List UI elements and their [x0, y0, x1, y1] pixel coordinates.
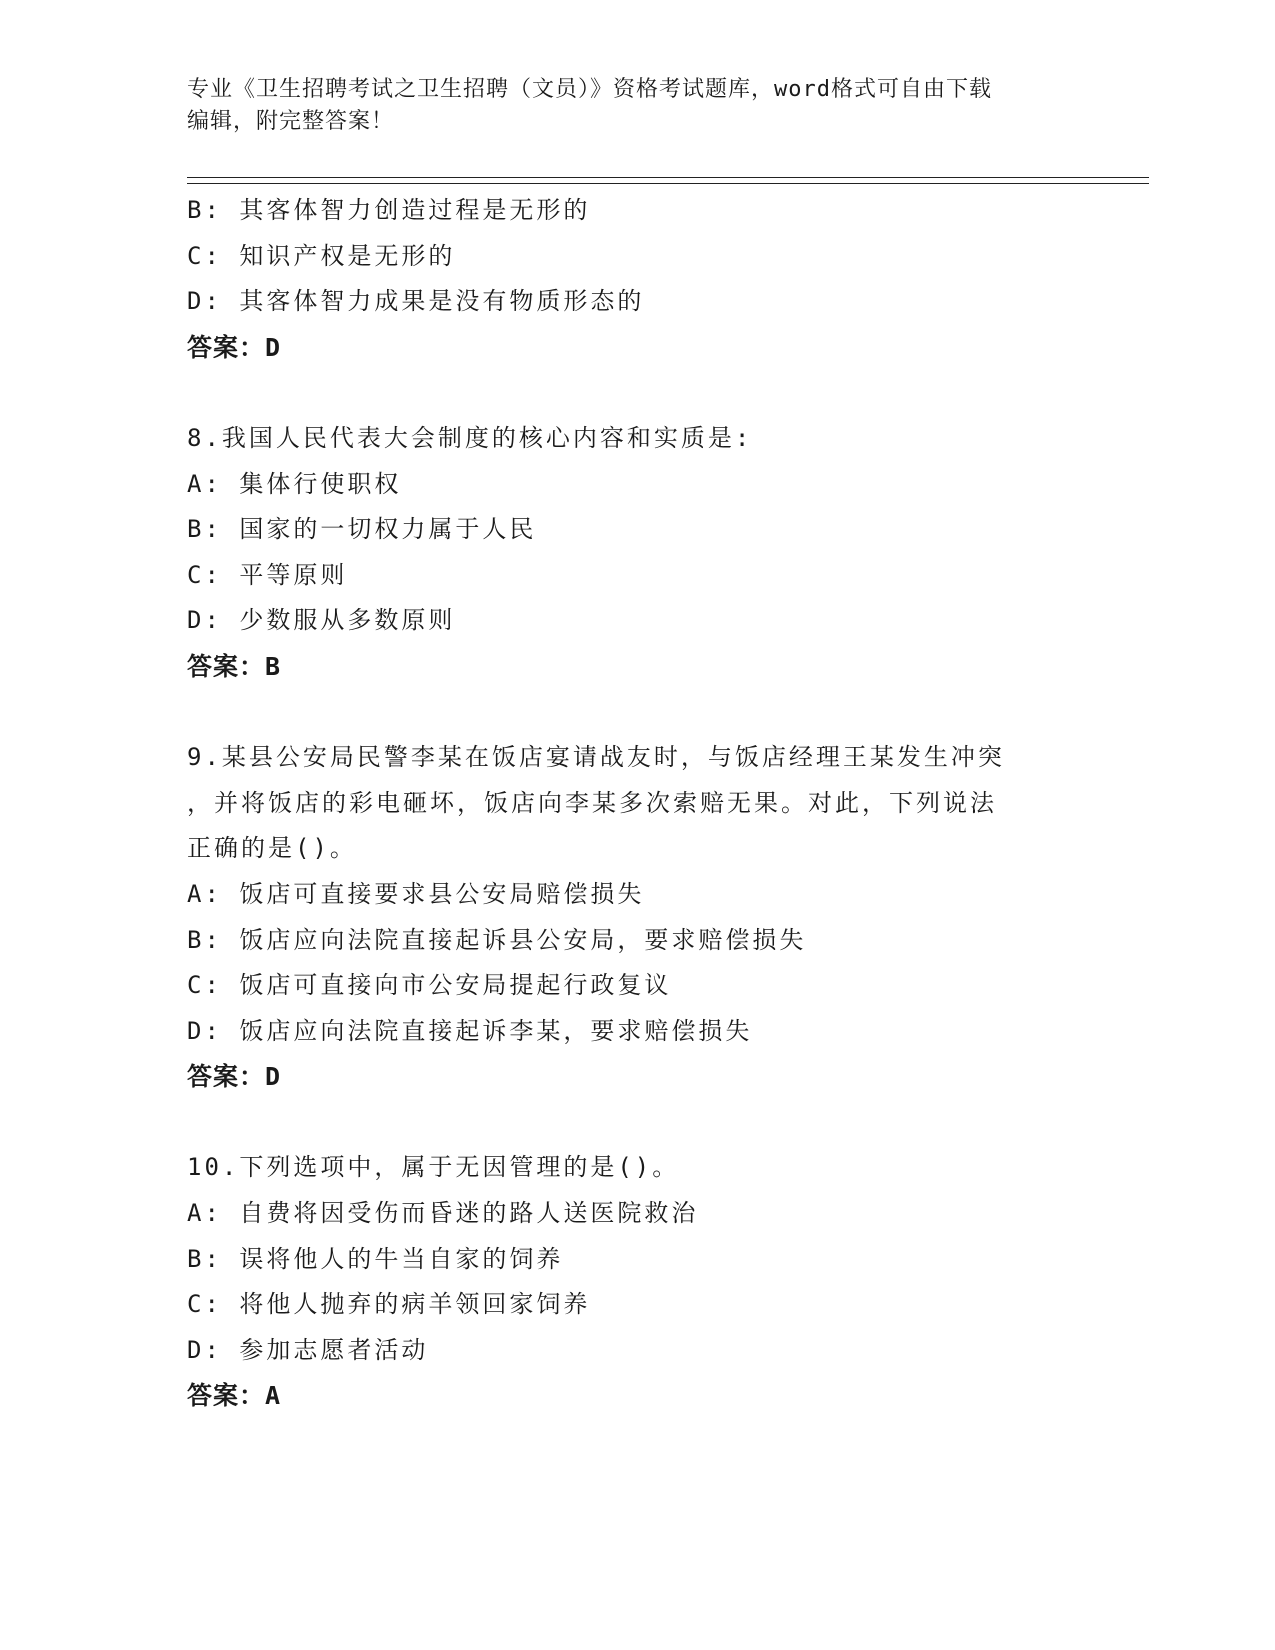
- question-stem: 10.下列选项中，属于无因管理的是()。: [187, 1153, 680, 1182]
- answer: [187, 1054, 1087, 1100]
- question-stem-line-3: 正确的是()。: [187, 834, 357, 863]
- option-a: A: 饭店可直接要求县公安局赔偿损失: [187, 879, 645, 908]
- option-a: A: 自费将因受伤而昏迷的路人送医院救治: [187, 1199, 699, 1228]
- option-a: A: 集体行使职权: [187, 469, 402, 498]
- option-c: C: 饭店可直接向市公安局提起行政复议: [187, 971, 672, 1000]
- option-b: B: 误将他人的牛当自家的饲养: [187, 1244, 564, 1273]
- answer-value: B: [265, 651, 282, 681]
- question-list: [187, 188, 1087, 1419]
- answer-label: 答案：: [187, 1062, 266, 1092]
- spacer: [187, 690, 1087, 736]
- question-9: [187, 735, 1087, 1100]
- answer: [187, 644, 1087, 690]
- answer-value: A: [265, 1381, 282, 1411]
- answer-label: 答案：: [187, 651, 266, 681]
- answer: [187, 1373, 1087, 1419]
- header-line-1: 专业《卫生招聘考试之卫生招聘（文员）》资格考试题库，word格式可自由下载: [187, 77, 992, 102]
- option-b: B: 其客体智力创造过程是无形的: [187, 196, 591, 224]
- question-stem: 8.我国人民代表大会制度的核心内容和实质是:: [187, 423, 753, 452]
- option-c: C: 平等原则: [187, 560, 348, 589]
- option-c: C: 知识产权是无形的: [187, 241, 456, 270]
- question-stem-line-1: 9.某县公安局民警李某在饭店宴请战友时，与饭店经理王某发生冲突: [187, 743, 1005, 772]
- answer-label: 答案：: [187, 1381, 266, 1411]
- question-8: [187, 416, 1087, 690]
- answer: [187, 325, 1087, 371]
- option-c: C: 将他人抛弃的病羊领回家饲养: [187, 1290, 591, 1319]
- answer-value: D: [265, 1062, 282, 1092]
- spacer: [187, 1100, 1087, 1146]
- option-b: B: 饭店应向法院直接起诉县公安局，要求赔偿损失: [187, 925, 807, 954]
- option-d: D: 参加志愿者活动: [187, 1335, 429, 1364]
- option-d: D: 饭店应向法院直接起诉李某，要求赔偿损失: [187, 1016, 753, 1045]
- question-7-continued: [187, 188, 1087, 370]
- answer-label: 答案：: [187, 332, 266, 362]
- header-divider-top: [187, 177, 1149, 178]
- question-stem-line-2: ，并将饭店的彩电砸坏，饭店向李某多次索赔无果。对此，下列说法: [187, 788, 997, 817]
- option-d: D: 少数服从多数原则: [187, 606, 456, 635]
- spacer: [187, 370, 1087, 416]
- option-d: D: 其客体智力成果是没有物质形态的: [187, 287, 645, 316]
- header-line-2: 编辑，附完整答案！: [187, 109, 395, 134]
- question-10: [187, 1145, 1087, 1419]
- answer-value: D: [265, 332, 282, 362]
- header-divider-bottom: [187, 183, 1149, 184]
- document-header: [187, 74, 1067, 138]
- option-b: B: 国家的一切权力属于人民: [187, 515, 537, 544]
